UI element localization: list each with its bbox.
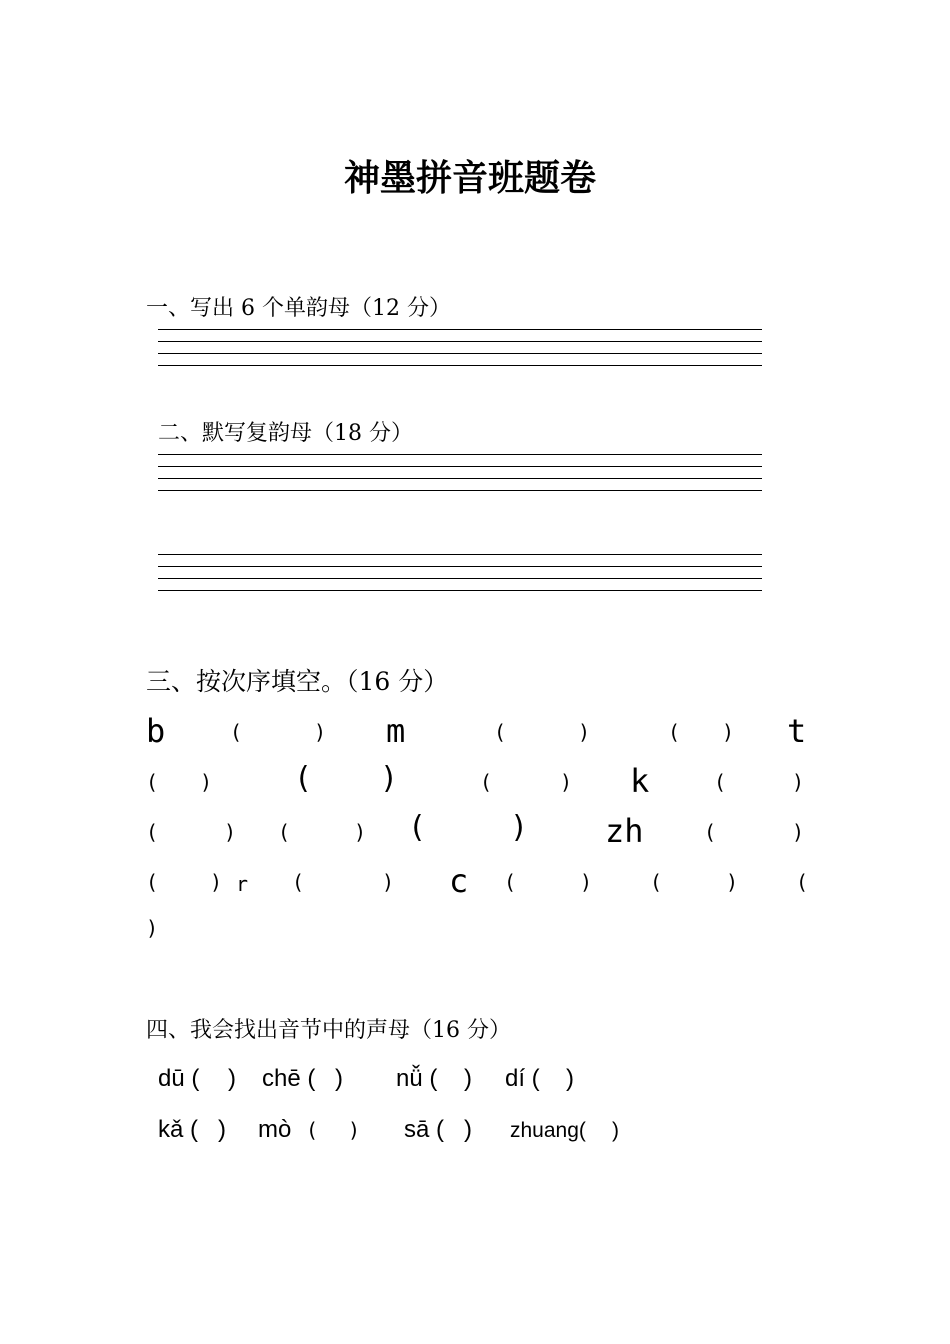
blank-close: ) bbox=[792, 820, 805, 844]
writing-staff-2[interactable] bbox=[158, 454, 762, 502]
letter-c: c bbox=[449, 862, 469, 900]
blank-close: ) bbox=[566, 1065, 574, 1092]
blank-close: ) bbox=[612, 1119, 619, 1142]
blank-open: ( bbox=[714, 770, 727, 794]
blank-open: ( bbox=[278, 820, 291, 844]
letter-r: r bbox=[236, 872, 249, 896]
blank-open: ( bbox=[504, 870, 517, 894]
syllable-mo: mò bbox=[258, 1116, 292, 1143]
blank-close: ) bbox=[224, 820, 237, 844]
blank-open: ( bbox=[146, 770, 159, 794]
blank-open: ( bbox=[668, 720, 681, 744]
writing-staff-3[interactable] bbox=[158, 554, 762, 602]
staff-line bbox=[158, 478, 762, 479]
syllable-du: dū ( bbox=[158, 1065, 200, 1092]
staff-line bbox=[158, 454, 762, 455]
staff-line bbox=[158, 490, 762, 491]
blank-close: ) bbox=[200, 770, 213, 794]
blank-close: ) bbox=[578, 720, 591, 744]
blank-open: ( bbox=[306, 1118, 319, 1142]
blank-open: ( bbox=[230, 720, 243, 744]
blank-close: ) bbox=[382, 870, 395, 894]
blank-close: ) bbox=[146, 916, 159, 940]
staff-line bbox=[158, 590, 762, 591]
blank-close: ) bbox=[726, 870, 739, 894]
staff-line bbox=[158, 341, 762, 342]
staff-line bbox=[158, 329, 762, 330]
syllable-nv: nǚ ( bbox=[396, 1065, 438, 1092]
blank-open: ( bbox=[494, 720, 507, 744]
letter-b: b bbox=[146, 712, 166, 750]
staff-line bbox=[158, 466, 762, 467]
blank-open: ( bbox=[650, 870, 663, 894]
section3-heading: 三、按次序填空。（16 分） bbox=[146, 667, 449, 696]
syllable-che: chē ( bbox=[262, 1065, 316, 1092]
staff-line bbox=[158, 353, 762, 354]
page-title: 神墨拼音班题卷 bbox=[343, 158, 596, 199]
section4-heading: 四、我会找出音节中的声母（16 分） bbox=[146, 1018, 511, 1043]
letter-t: t bbox=[787, 712, 807, 750]
blank-open: ( bbox=[704, 820, 717, 844]
writing-staff-1[interactable] bbox=[158, 329, 762, 377]
blank-open: ( bbox=[408, 810, 427, 845]
blank-close: ) bbox=[464, 1116, 472, 1143]
syllable-di: dí ( bbox=[505, 1065, 540, 1092]
blank-close: ) bbox=[510, 810, 529, 845]
section1-heading: 一、写出 6 个单韵母（12 分） bbox=[146, 296, 451, 321]
blank-open: ( bbox=[480, 770, 493, 794]
letter-k: k bbox=[630, 762, 650, 800]
blank-close: ) bbox=[228, 1065, 236, 1092]
letter-zh: zh bbox=[605, 812, 644, 850]
blank-close: ) bbox=[380, 761, 399, 796]
blank-open: ( bbox=[294, 761, 313, 796]
syllable-ka: kǎ ( bbox=[158, 1116, 199, 1143]
blank-close: ) bbox=[722, 720, 735, 744]
blank-open: ( bbox=[146, 870, 159, 894]
blank-close: ) bbox=[210, 870, 223, 894]
blank-close: ) bbox=[348, 1118, 361, 1142]
blank-close: ) bbox=[464, 1065, 472, 1092]
blank-open: ( bbox=[796, 870, 809, 894]
blank-close: ) bbox=[354, 820, 367, 844]
blank-close: ) bbox=[580, 870, 593, 894]
staff-line bbox=[158, 554, 762, 555]
staff-line bbox=[158, 566, 762, 567]
blank-open: ( bbox=[146, 820, 159, 844]
blank-close: ) bbox=[314, 720, 327, 744]
blank-close: ) bbox=[792, 770, 805, 794]
letter-m: m bbox=[386, 712, 406, 750]
staff-line bbox=[158, 578, 762, 579]
blank-close: ) bbox=[335, 1065, 343, 1092]
blank-close: ) bbox=[560, 770, 573, 794]
staff-line bbox=[158, 365, 762, 366]
blank-close: ) bbox=[218, 1116, 226, 1143]
syllable-zhuang: zhuang( bbox=[510, 1119, 586, 1142]
blank-open: ( bbox=[292, 870, 305, 894]
section2-heading: 二、默写复韵母（18 分） bbox=[158, 421, 413, 446]
syllable-sa: sā ( bbox=[404, 1116, 445, 1143]
